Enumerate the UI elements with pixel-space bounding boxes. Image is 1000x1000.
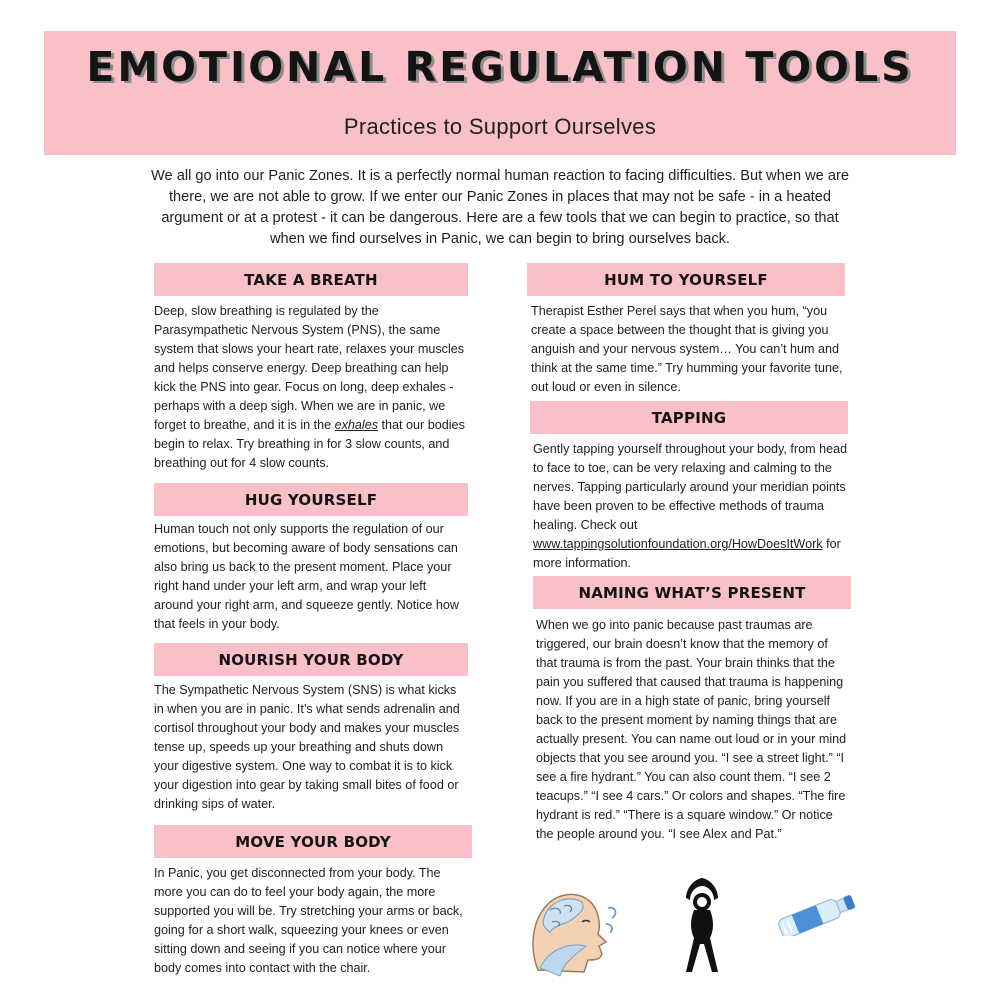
breath-text-2: that our bodies begin to relax. Try breathing in for 3 slow counts, and breathing out for 4 slow counts. — [154, 418, 465, 470]
section-body-tapping — [533, 440, 851, 573]
breath-text-1: Deep, slow breathing is regulated by the Parasympathetic Nervous System (PNS), the same system that slows your heart rate, relaxes your muscles and helps conserve energy. Deep breathing can help kick the PNS into gear. Focus on long, deep exhales - perhaps with a deep sigh. When we are in panic, we forget to breathe, and it is in the — [154, 304, 465, 432]
page-title: EMOTIONAL REGULATION TOOLS — [86, 43, 914, 91]
section-heading-hum-to-yourself: HUM TO YOURSELF — [527, 263, 845, 296]
tapping-text-1: Gently tapping yourself throughout your body, from head to face to toe, can be very relaxing and calming to the nerves. Tapping particularly around your meridian points have been proven to be effective methods of trauma healing. Check out — [533, 442, 848, 532]
section-body-naming-whats-present: When we go into panic because past traumas are triggered, our brain doesn’t know that the memory of that trauma is from the past. Your brain thinks that the pain you suffered that caused that trauma is happening now. If you are in a high state of panic, bring yourself back to the present moment by naming things that are actually present. You can name out loud or in your mind objects that you see around you. “I see a street light.” “I see a fire hydrant.” You can also count them. “I see 2 teacups.” “I see 4 cars.” Or colors and shapes. “The fire hydrant is red.” “There is a square window.” Or notice the people around you. “I see Alex and Pat.” — [536, 618, 847, 841]
page-subtitle: Practices to Support Ourselves — [343, 114, 657, 139]
breathing-head-icon — [520, 880, 620, 980]
stretching-figure-icon — [672, 876, 732, 976]
section-heading-nourish-your-body: NOURISH YOUR BODY — [154, 643, 468, 676]
tapping-solution-link[interactable]: www.tappingsolutionfoundation.org/HowDoesItWork — [533, 537, 823, 551]
intro-paragraph: We all go into our Panic Zones. It is a perfectly normal human reaction to facing difficulties. But when we are there, we are not able to grow. If we enter our Panic Zones in places that may not be safe - in a heated argument or at a protest - it can be dangerous. Here are a few tools that we can begin to practice, so that when we find ourselves in Panic, we can begin to bring ourselves back. — [151, 168, 849, 247]
section-heading-tapping: TAPPING — [530, 401, 848, 434]
section-heading-take-a-breath: TAKE A BREATH — [154, 263, 468, 296]
breath-emphasis: exhales — [334, 418, 379, 432]
title-banner — [44, 31, 956, 155]
section-body-hum-to-yourself: Therapist Esther Perel says that when you hum, “you create a space between the thought that is giving you anguish and your nervous system… You can’t hum and think at the same time.” Try humming your favorite tune, out loud or even in silence. — [531, 304, 843, 394]
section-body-move-your-body: In Panic, you get disconnected from your body. The more you can do to feel your body again, the more supported you will be. Try stretching your arms or back, going for a short walk, squeezing your knees or even sitting down and seeing if you can notice where your body comes into contact with the chair. — [154, 866, 463, 975]
section-heading-hug-yourself: HUG YOURSELF — [154, 483, 468, 516]
section-heading-move-your-body: MOVE YOUR BODY — [154, 825, 472, 858]
section-heading-naming-whats-present: NAMING WHAT’S PRESENT — [533, 576, 851, 609]
section-body-hug-yourself: Human touch not only supports the regulation of our emotions, but becoming aware of body sensations can also bring us back to the present moment. Place your right hand under your left arm, and wrap your left around your right arm, and squeeze gently. Notice how that feels in your body. — [154, 522, 459, 631]
water-bottle-icon — [770, 886, 860, 936]
section-body-nourish-your-body: The Sympathetic Nervous System (SNS) is what kicks in when you are in panic. It’s what sends adrenalin and cortisol throughout your body and makes your muscles tense up, speeds up your breathing and shuts down your digestive system. One way to combat it is to kick your digestion into gear by taking small bites of food or drinking sips of water. — [154, 683, 460, 811]
section-body-take-a-breath — [154, 302, 468, 473]
tapping-text-2: for more information. — [533, 537, 841, 570]
